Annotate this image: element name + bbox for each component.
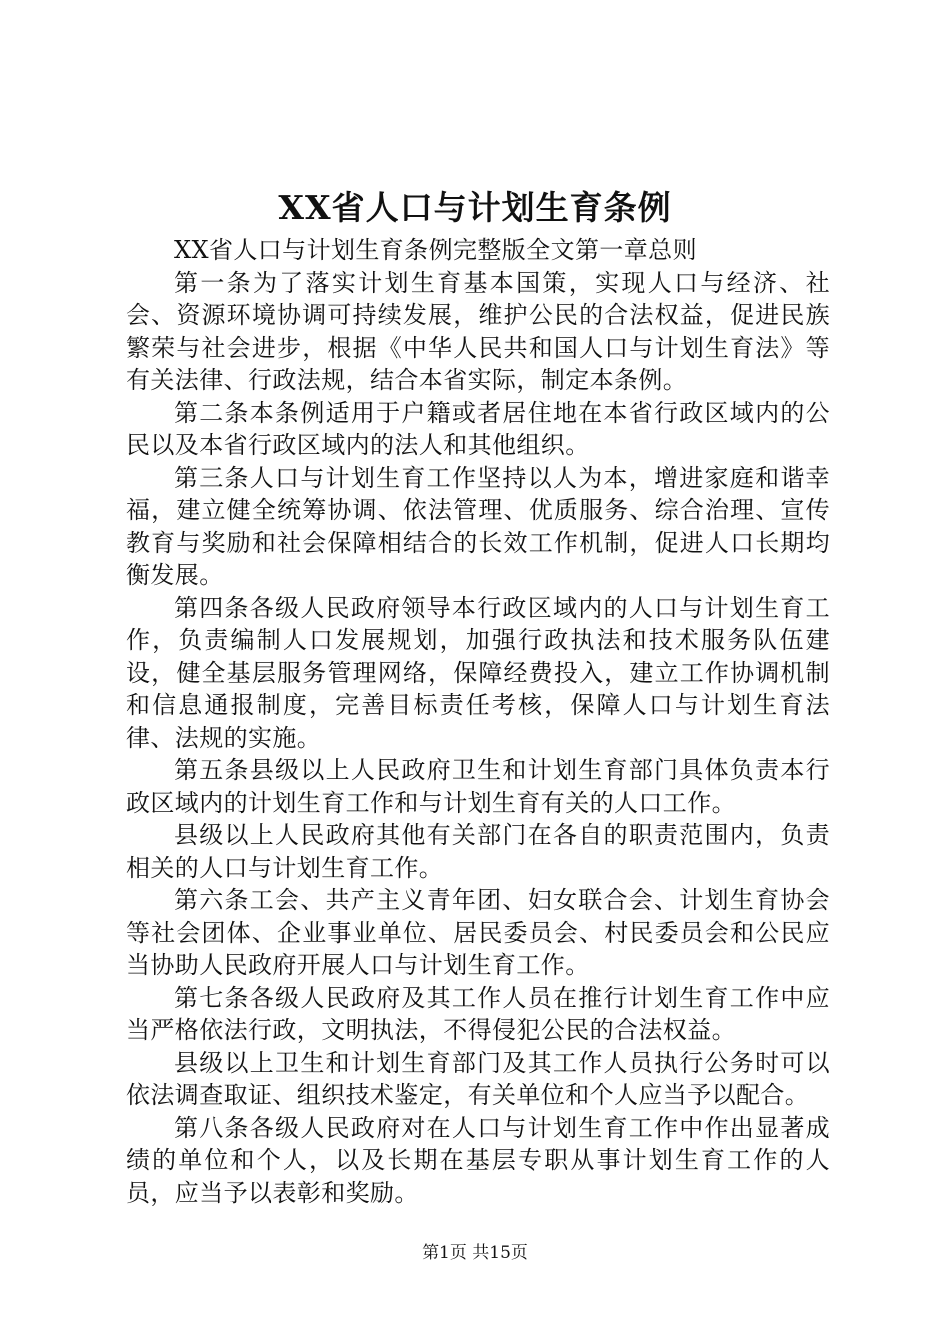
paragraph-article-7-clause-2: 县级以上卫生和计划生育部门及其工作人员执行公务时可以依法调查取证、组织技术鉴定，有关单位和个人应当予以配合。: [126, 1048, 830, 1109]
document-title: XX省人口与计划生育条例: [278, 188, 672, 227]
paragraph-article-3: 第三条人口与计划生育工作坚持以人为本，增进家庭和谐幸福，建立健全统筹协调、依法管理、优质服务、综合治理、宣传教育与奖励和社会保障相结合的长效工作机制，促进人口长期均衡发展。: [126, 463, 830, 589]
paragraph-article-5-clause-2: 县级以上人民政府其他有关部门在各自的职责范围内，负责相关的人口与计划生育工作。: [126, 821, 830, 882]
paragraph-article-1: 第一条为了落实计划生育基本国策，实现人口与经济、社会、资源环境协调可持续发展，维护公民的合法权益，促进民族繁荣与社会进步，根据《中华人民共和国人口与计划生育法》等有关法律、行政法规，结合本省实际，制定本条例。: [126, 268, 830, 394]
page-number-footer: 第1页 共15页: [422, 1243, 528, 1263]
paragraph-article-8: 第八条各级人民政府对在人口与计划生育工作中作出显著成绩的单位和个人，以及长期在基层专职从事计划生育工作的人员，应当予以表彰和奖励。: [126, 1113, 830, 1207]
paragraph-article-4: 第四条各级人民政府领导本行政区域内的人口与计划生育工作，负责编制人口发展规划，加强行政执法和技术服务队伍建设，健全基层服务管理网络，保障经费投入，建立工作协调机制和信息通报制度，完善目标责任考核，保障人口与计划生育法律、法规的实施。: [126, 593, 830, 752]
paragraph-article-5: 第五条县级以上人民政府卫生和计划生育部门具体负责本行政区域内的计划生育工作和与计划生育有关的人口工作。: [126, 756, 830, 817]
paragraph-article-7: 第七条各级人民政府及其工作人员在推行计划生育工作中应当严格依法行政，文明执法，不得侵犯公民的合法权益。: [126, 983, 830, 1044]
document-body: [126, 234, 830, 1209]
paragraph-intro: XX省人口与计划生育条例完整版全文第一章总则: [174, 236, 697, 264]
paragraph-article-6: 第六条工会、共产主义青年团、妇女联合会、计划生育协会等社会团体、企业事业单位、居民委员会、村民委员会和公民应当协助人民政府开展人口与计划生育工作。: [126, 886, 830, 979]
paragraph-article-2: 第二条本条例适用于户籍或者居住地在本省行政区域内的公民以及本省行政区域内的法人和其他组织。: [126, 398, 830, 459]
